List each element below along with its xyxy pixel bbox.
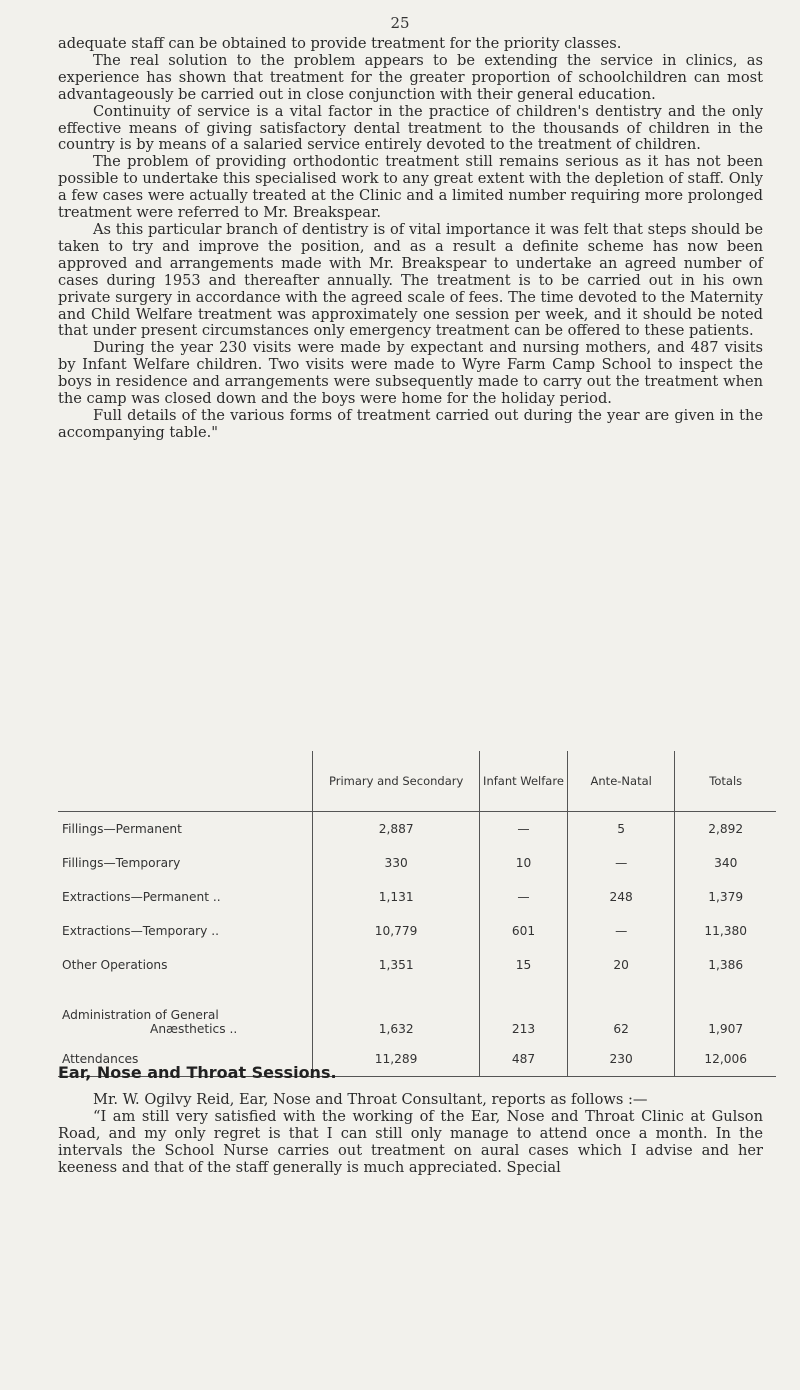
ent-section-heading: Ear, Nose and Throat Sessions.: [58, 1063, 337, 1082]
paragraph: As this particular branch of dentistry is of vital importance it was felt that steps should be taken to try and improve the position, and as a result a definite scheme has now been approved and arrangements made with Mr. Breakspear to undertake an agreed number of cases during 1953 and thereafter annually. The treatment is to be carried out in his own private surgery in accordance with the agreed scale of fees. The time devoted to the Maternity and Child Welfare treatment was approximately one session per week, and it should be noted that under present circumstances only emergency treatment can be offered to these patients.: [58, 220, 763, 340]
cell: 15: [480, 948, 568, 982]
cell: 1,907: [675, 982, 776, 1042]
row-label: Fillings—Permanent: [62, 822, 182, 836]
cell: 12,006: [675, 1042, 776, 1077]
table-row: [58, 914, 776, 948]
row-label: Extractions—Temporary ..: [62, 924, 220, 938]
table-row: [58, 880, 776, 914]
dental-treatment-table: [58, 751, 776, 1077]
cell: 5: [567, 812, 675, 847]
paragraph: Continuity of service is a vital factor in the practice of children's dentistry and the only effective means of giving satisfactory dental treatment to the thousands of children in the country is by means of a salaried service entirely devoted to the treatment of children.: [58, 102, 763, 154]
row-label: Fillings—Temporary: [62, 856, 181, 870]
table-row: [58, 846, 776, 880]
cell: —: [480, 880, 568, 914]
page-number: 25: [390, 14, 410, 32]
header-infant-welfare: Infant Welfare: [480, 751, 568, 812]
header-ante-natal: Ante-Natal: [567, 751, 675, 812]
paragraph: “I am still very satisfied with the working of the Ear, Nose and Throat Clinic at Gulson Road, and my only regret is that I can still only manage to attend once a month. In the intervals the School Nurse carries out treatment on aural cases which I advise and her keeness and that of the staff generally is much appreciated. Special: [58, 1107, 763, 1176]
cell: 11,380: [675, 914, 776, 948]
cell: 10,779: [313, 914, 480, 948]
cell: 10: [480, 846, 568, 880]
cell: —: [567, 914, 675, 948]
paragraph: The problem of providing orthodontic treatment still remains serious as it has not been possible to undertake this specialised work to any great extent with the depletion of staff. Only a few cases were actually treated at the Clinic and a limited number requiring more prolonged treatment were referred to Mr. Breakspear.: [58, 153, 763, 222]
row-label-line2: Anæsthetics ..: [150, 1022, 238, 1036]
row-label: Attendances: [58, 1042, 313, 1077]
cell: 2,887: [313, 812, 480, 847]
cell: —: [480, 812, 568, 847]
cell: 1,351: [313, 948, 480, 982]
row-label: Other Operations: [62, 958, 168, 972]
cell: 11,289: [313, 1042, 480, 1077]
cell: 2,892: [675, 812, 776, 847]
paragraph: During the year 230 visits were made by expectant and nursing mothers, and 487 visits by Infant Welfare children. Two visits were made to Wyre Farm Camp School to inspect the boys in residence and arrangements were subsequently made to carry out the treatment when the camp was closed down and the boys were home for the holiday period.: [58, 339, 763, 408]
header-totals: Totals: [675, 751, 776, 812]
paragraph: Mr. W. Ogilvy Reid, Ear, Nose and Throat Consultant, reports as follows :—: [93, 1091, 648, 1108]
paragraph: Full details of the various forms of treatment carried out during the year are given in the accompanying table.": [58, 406, 763, 441]
cell: 62: [567, 982, 675, 1042]
cell: 230: [567, 1042, 675, 1077]
cell: 487: [480, 1042, 568, 1077]
cell: 330: [313, 846, 480, 880]
paragraph: The real solution to the problem appears to be extending the service in clinics, as experience has shown that treatment for the greater proportion of schoolchildren can most advantageously be carried out in close conjunction with their general education.: [58, 51, 763, 103]
cell: 1,386: [675, 948, 776, 982]
report-body: [58, 36, 763, 442]
ent-section-body: [58, 1092, 763, 1177]
cell: 1,131: [313, 880, 480, 914]
cell: 213: [480, 982, 568, 1042]
cell: 1,632: [313, 982, 480, 1042]
paragraph: adequate staff can be obtained to provide treatment for the priority classes.: [58, 35, 622, 52]
cell: 1,379: [675, 880, 776, 914]
table-header-row: [58, 751, 776, 812]
header-blank: [58, 751, 313, 812]
cell: 340: [675, 846, 776, 880]
cell: 248: [567, 880, 675, 914]
cell: 20: [567, 948, 675, 982]
row-label: [58, 982, 313, 1042]
cell: 601: [480, 914, 568, 948]
table-row: [58, 948, 776, 982]
cell: —: [567, 846, 675, 880]
table-row: [58, 812, 776, 847]
table-row: [58, 982, 776, 1042]
row-label-line1: Administration of General: [62, 1008, 219, 1022]
header-primary-secondary: Primary and Secondary: [313, 751, 480, 812]
row-label: Extractions—Permanent ..: [62, 890, 221, 904]
